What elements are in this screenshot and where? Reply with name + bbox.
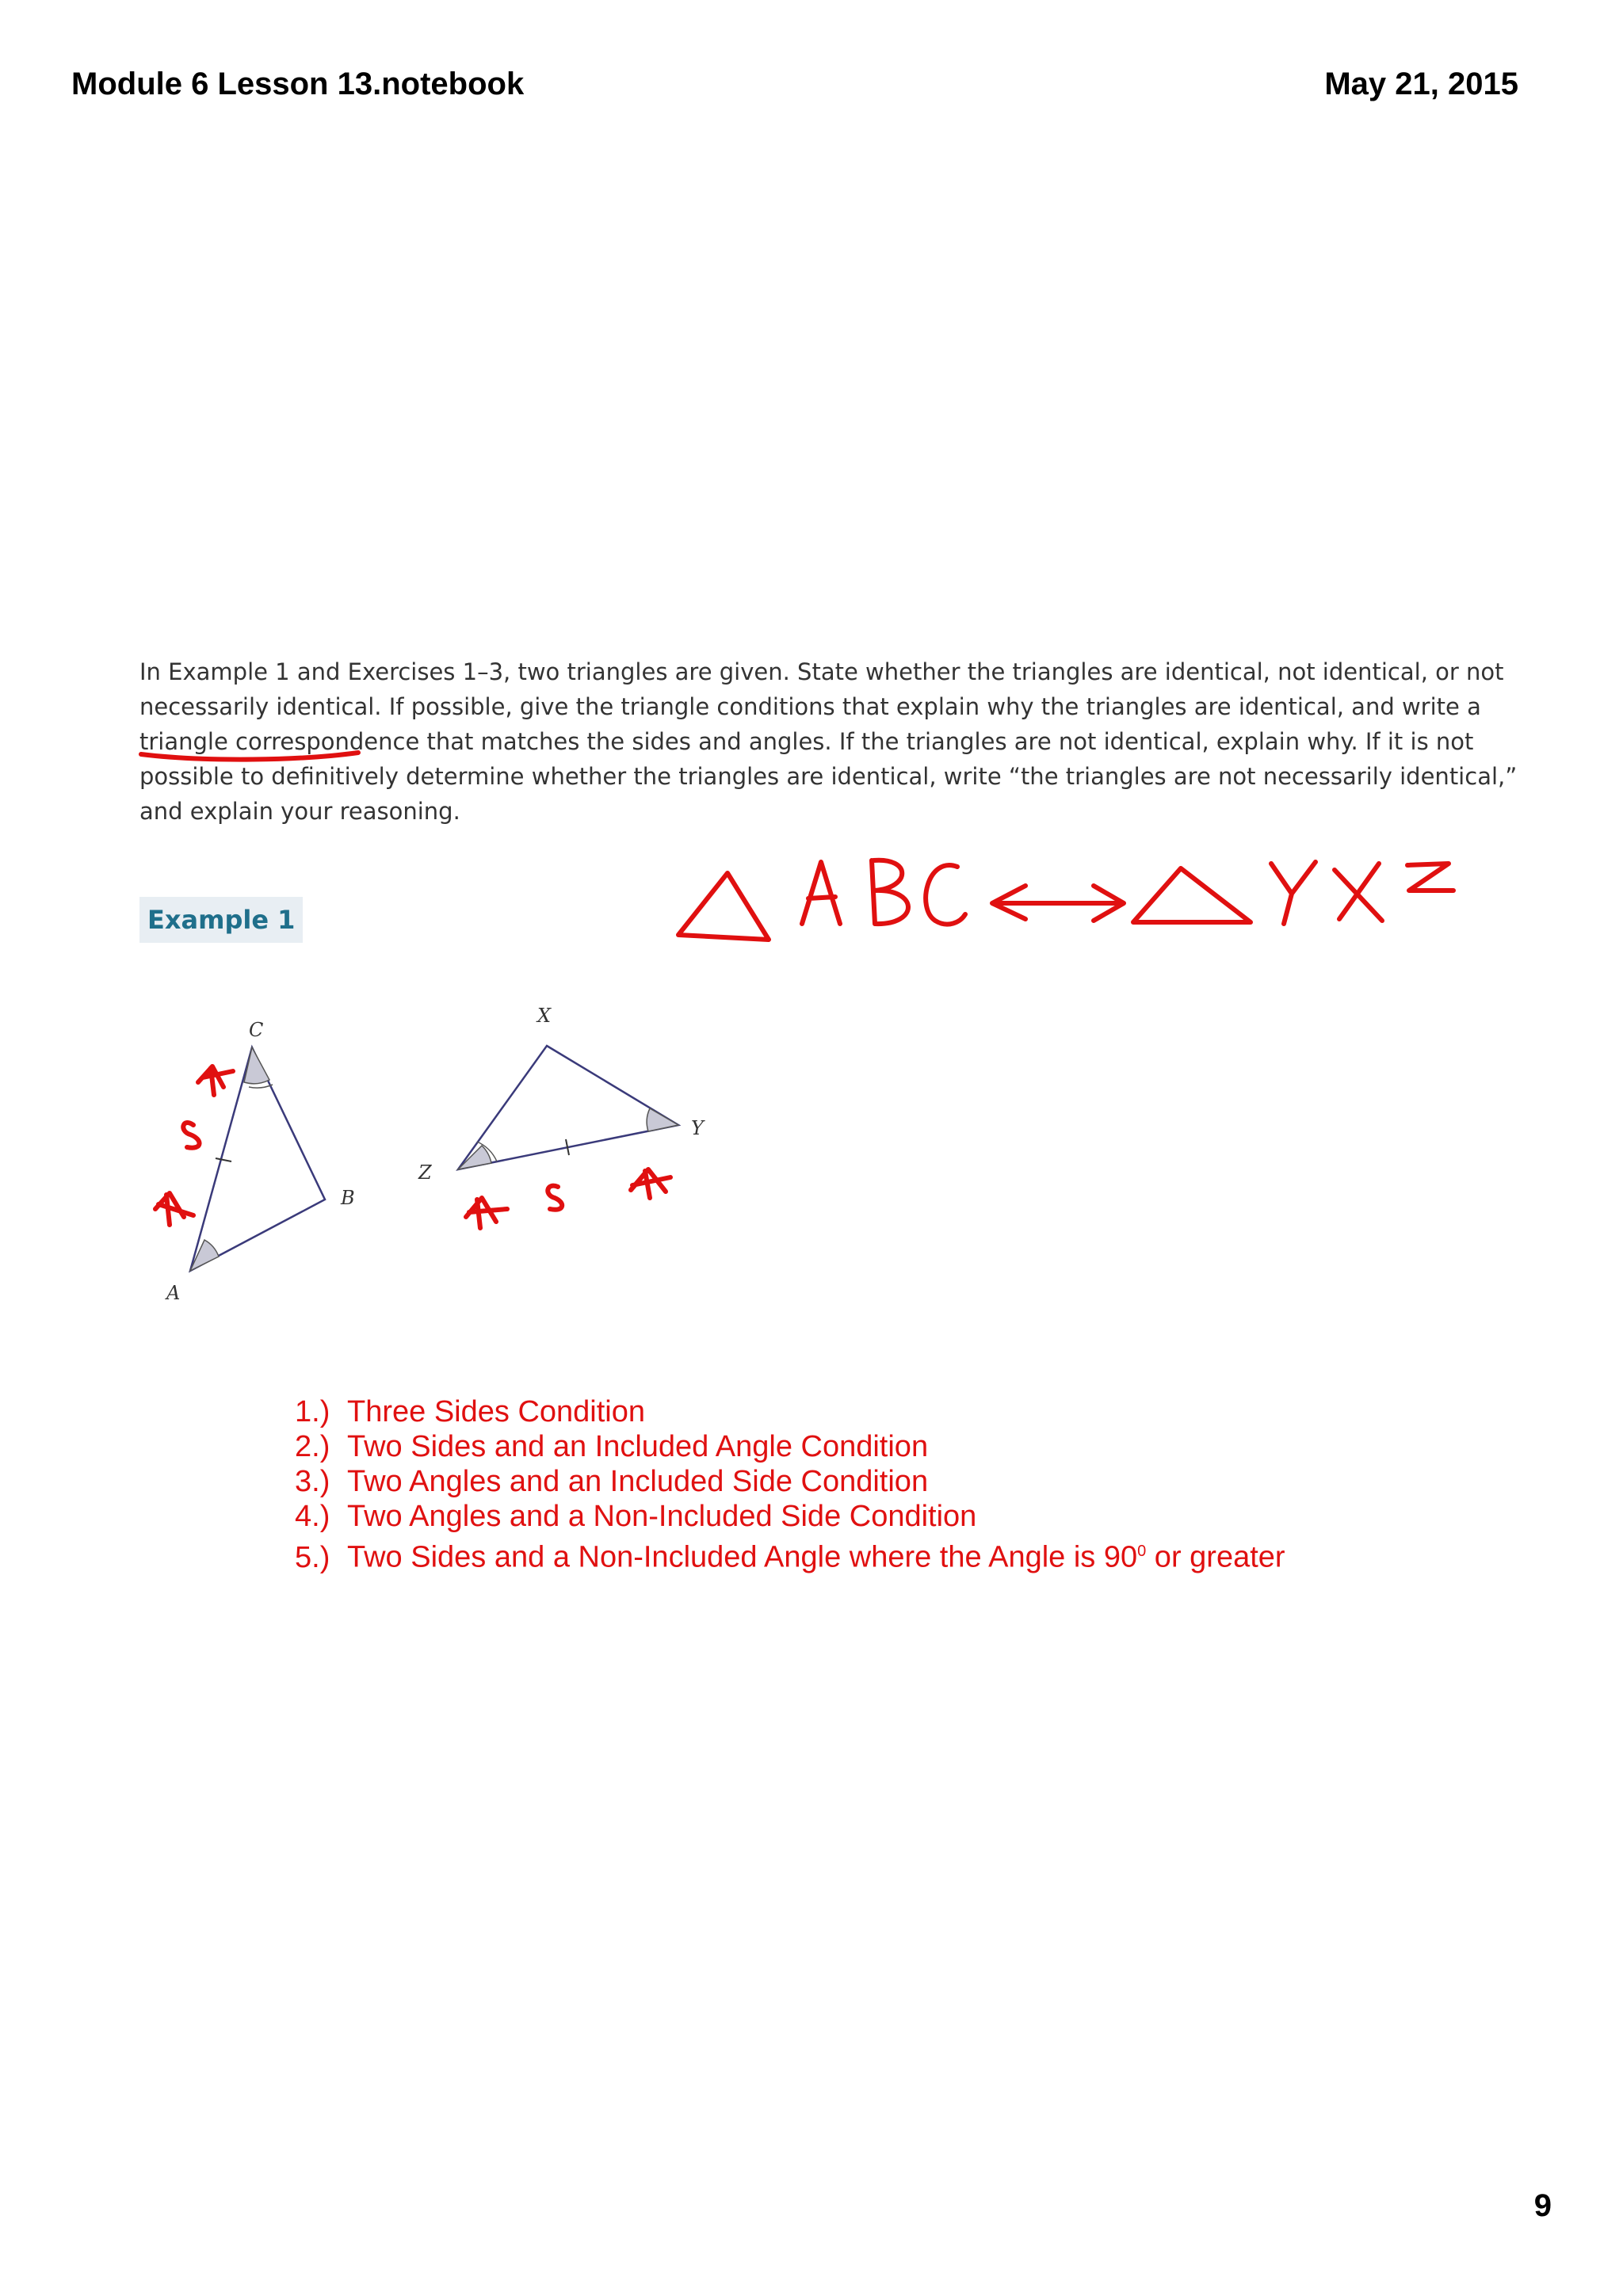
handwritten-asa-xyz: [466, 1169, 670, 1228]
handwritten-double-arrow: [992, 886, 1124, 921]
handwritten-a-mark: [631, 1169, 670, 1198]
side-zy-tick: [566, 1139, 569, 1155]
handwritten-correspondence-text: △ABC ⟷ △YXZ: [1030, 963, 1037, 964]
handwritten-letter-y: [1271, 862, 1316, 924]
angle-c-mark: [244, 1047, 269, 1084]
condition-number: 2.): [295, 1430, 330, 1463]
condition-text: Three Sides Condition: [347, 1395, 645, 1428]
instructions-line: possible to definitively determine whether the triangles are identical, write “the triangles are not necessarily identical,”: [139, 763, 1518, 790]
vertex-label-x: X: [537, 1005, 552, 1027]
condition-number: 1.): [295, 1395, 330, 1428]
instructions-line: necessarily identical. If possible, give the triangle conditions that explain why the triangles are identical, and write a: [139, 693, 1481, 720]
vertex-label-y: Y: [691, 1117, 704, 1139]
condition-number: 5.): [295, 1540, 330, 1574]
instructions-line: In Example 1 and Exercises 1–3, two triangles are given. State whether the triangles are identical, not identical, or not: [139, 658, 1504, 685]
handwritten-triangle-symbol: [678, 873, 769, 940]
triangle-abc: [165, 1019, 355, 1304]
triangle-xyz-outline: [458, 1046, 678, 1169]
vertex-label-b: B: [341, 1187, 355, 1209]
condition-text-tail: or greater: [1146, 1540, 1285, 1574]
side-ac-tick: [216, 1158, 231, 1161]
handwritten-triangle-symbol: [1133, 868, 1251, 922]
vertex-label-a: A: [166, 1282, 181, 1304]
instructions-paragraph: [139, 654, 1518, 829]
instructions-line: and explain your reasoning.: [139, 798, 460, 825]
handwritten-letter-a: [802, 862, 840, 924]
handwritten-correspondence: [678, 860, 1453, 964]
condition-item: [295, 1464, 1285, 1499]
vertex-label-c: C: [249, 1019, 264, 1041]
angle-y-mark: [647, 1108, 678, 1131]
handwritten-letter-c: [926, 865, 965, 925]
condition-item: [295, 1429, 1285, 1464]
condition-text: Two Sides and an Included Angle Condition: [347, 1430, 929, 1463]
condition-item: [295, 1499, 1285, 1534]
handwritten-a-mark: [198, 1066, 233, 1095]
triangle-xyz: [418, 1005, 705, 1184]
angle-z-mark: [458, 1146, 491, 1169]
handwritten-asa-abc: [155, 1066, 233, 1225]
handwritten-a-mark: [466, 1198, 507, 1228]
condition-item: [295, 1394, 1285, 1429]
example-label: Example 1: [139, 897, 303, 943]
instructions-line: triangle correspondence that matches the sides and angles. If the triangles are not identical, explain why. If it is not: [139, 728, 1474, 755]
condition-text: Two Sides and a Non-Included Angle where the Angle is 90: [347, 1540, 1138, 1574]
document-title: Module 6 Lesson 13.notebook: [71, 67, 525, 101]
handwritten-letter-x: [1335, 864, 1382, 921]
handwritten-letter-z: [1407, 864, 1453, 891]
handwritten-s-mark: [183, 1123, 199, 1148]
condition-text: Two Angles and a Non-Included Side Condition: [347, 1500, 977, 1533]
handwritten-a-mark: [155, 1193, 193, 1225]
document-date: May 21, 2015: [1324, 67, 1518, 101]
triangle-conditions-list: [295, 1394, 1285, 1575]
handwritten-letter-b: [872, 860, 908, 924]
angle-a-mark: [190, 1240, 219, 1271]
condition-number: 3.): [295, 1465, 330, 1498]
vertex-label-z: Z: [418, 1161, 432, 1184]
condition-number: 4.): [295, 1500, 330, 1533]
triangle-abc-outline: [190, 1047, 325, 1271]
handwritten-s-mark: [548, 1186, 562, 1210]
condition-text: Two Angles and an Included Side Condition: [347, 1465, 929, 1498]
condition-superscript: 0: [1137, 1543, 1147, 1560]
page-number: 9: [1533, 2188, 1552, 2223]
condition-item: [295, 1534, 1285, 1575]
